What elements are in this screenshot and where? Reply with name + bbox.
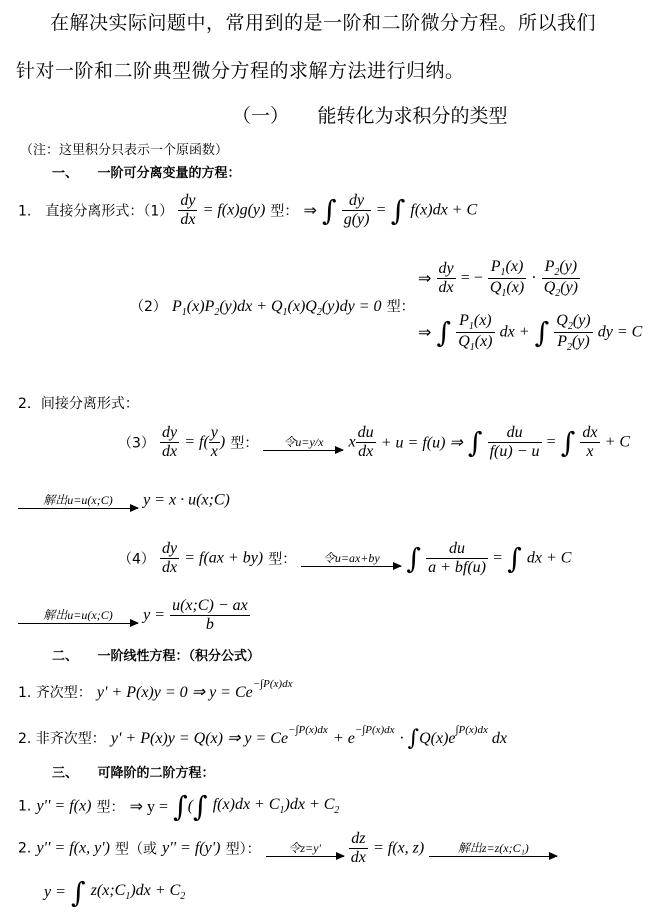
intro-line-2: 针对一阶和二阶典型微分方程的求解方法进行归纳。 bbox=[16, 60, 465, 82]
heading-linear: 二、 一阶线性方程：（积分公式） bbox=[52, 649, 261, 664]
formula-homogeneous: 1. 齐次型： y' + P(x)y = 0 ⇒ $y = Ce^{-\int P(x)dx}$ bbox=[18, 678, 293, 701]
formula-solve-1: 解出u=u(x;C) y = x · u(x;C) bbox=[18, 490, 230, 510]
substitution-arrow-1 bbox=[263, 435, 343, 451]
solve-label-3: 解出z=z(x;C₁) bbox=[457, 840, 529, 855]
formula-item3: （3） $\frac{dy}{dx}$ = f( $\frac{y}{x}$ ) 型： 令u=y/x x $\frac{du}{dx}$ + u = f(u) ⇒ ∫ $\frac{du}{f(u) - u}$ = ∫ $\frac{dx}{x}$ + C bbox=[118, 424, 631, 460]
heading-separable: 一、 一阶可分离变量的方程： bbox=[52, 166, 241, 181]
solve-arrow-3 bbox=[429, 841, 557, 857]
note: （注：这里积分只表示一个原函数） bbox=[20, 143, 229, 158]
item4-prefix: （4） bbox=[118, 551, 155, 568]
section-title: （一） 能转化为求积分的类型 bbox=[232, 105, 508, 127]
formula-reducible-2: 2. y'' = f(x, y') 型（或 y'' = f(y') 型）： 令z=y' $\frac{dz}{dx}$ = f(x, z) 解出z=z(x;C₁) bbox=[18, 830, 557, 867]
reducible-item1-type-label: 型： bbox=[96, 799, 125, 816]
solve-label-1: 解出u=u(x;C) bbox=[43, 492, 113, 507]
item2-prefix: （2） bbox=[130, 299, 167, 315]
formula-item2-left: （2） $P_1(x)P_2(y)dx + Q_1(x)Q_2(y)dy = 0$ 型： bbox=[130, 298, 415, 319]
nonhomog-label: 2. 非齐次型： bbox=[18, 731, 106, 747]
solve-arrow-1 bbox=[18, 493, 138, 509]
item1-label: 1. 直接分离形式：（1） bbox=[18, 203, 174, 220]
reducible-item2-label: 2. bbox=[18, 840, 32, 857]
arrow-label-3: 令z=y' bbox=[288, 840, 321, 855]
formula-item2-right-2: ⇒ ∫ $\frac{P_1(x)}{Q_1(x)}$ dx + ∫ $\frac{Q_2(y)}{P_2(y)}$ dy = C bbox=[418, 312, 643, 354]
formula-solve-2: 解出u=u(x;C) y = $\frac{u(x;C) - ax}{b}$ bbox=[18, 597, 250, 634]
arrow-label-2: 令u=ax+by bbox=[322, 550, 380, 565]
formula-reducible-2-result: y = ∫ $z(x;C_1)dx + C_2$ bbox=[44, 876, 186, 909]
fraction-dy-dx: $\frac{dy}{dx}$ bbox=[180, 192, 196, 228]
formula-item2-right-1: ⇒ $\frac{dy}{dx}$ = − $\frac{P_1(x)}{Q_1(x)}$ · $\frac{P_2(y)}{Q_2(y)}$ bbox=[418, 258, 579, 300]
item3-type-label: 型： bbox=[230, 435, 259, 452]
formula-nonhomogeneous: 2. 非齐次型： y' + P(x)y = Q(x) ⇒ $y = Ce^{-\int P(x)dx} + e^{-\int P(x)dx} \cdot \int Q(x)e^{\int P(x)dx}$ dx bbox=[18, 724, 507, 751]
item3-prefix: （3） bbox=[118, 435, 155, 452]
item1-type-label: 型： bbox=[270, 203, 299, 220]
reducible-item2-type-label-end: 型）： bbox=[225, 841, 261, 858]
substitution-arrow-2 bbox=[301, 551, 401, 567]
heading-indirect: 2．间接分离形式： bbox=[18, 396, 139, 412]
reducible-item1-label: 1. bbox=[18, 798, 32, 815]
item4-type-label: 型： bbox=[268, 551, 297, 568]
homog-label: 1. 齐次型： bbox=[18, 685, 92, 701]
reducible-item2-type-label: 型（或 bbox=[115, 841, 158, 858]
formula-direct-separation: 1. 直接分离形式：（1） $\frac{dy}{dx}$ = f(x)g(y) 型： ⇒ ∫ $\frac{dy}{g(y)}$ = ∫ f(x)dx + C bbox=[18, 192, 478, 228]
formula-item4: （4） $\frac{dy}{dx}$ = f(ax + by) 型： 令u=ax+by ∫ $\frac{du}{a + bf(u)}$ = ∫ dx + C bbox=[118, 540, 572, 576]
heading-reducible: 三、 可降阶的二阶方程： bbox=[52, 766, 215, 781]
formula-reducible-1: 1. y'' = f(x) 型： ⇒ y = ∫(∫ $f(x)dx + C_1)dx + C_2$ bbox=[18, 790, 340, 823]
substitution-arrow-3 bbox=[266, 841, 344, 857]
arrow-label-1: 令u=y/x bbox=[283, 434, 324, 449]
solve-label-2: 解出u=u(x;C) bbox=[43, 607, 113, 622]
solve-arrow-2 bbox=[18, 608, 138, 624]
intro-line-1: 在解决实际问题中，常用到的是一阶和二阶微分方程。所以我们 bbox=[50, 12, 597, 34]
item2-type-label: 型： bbox=[386, 299, 415, 315]
